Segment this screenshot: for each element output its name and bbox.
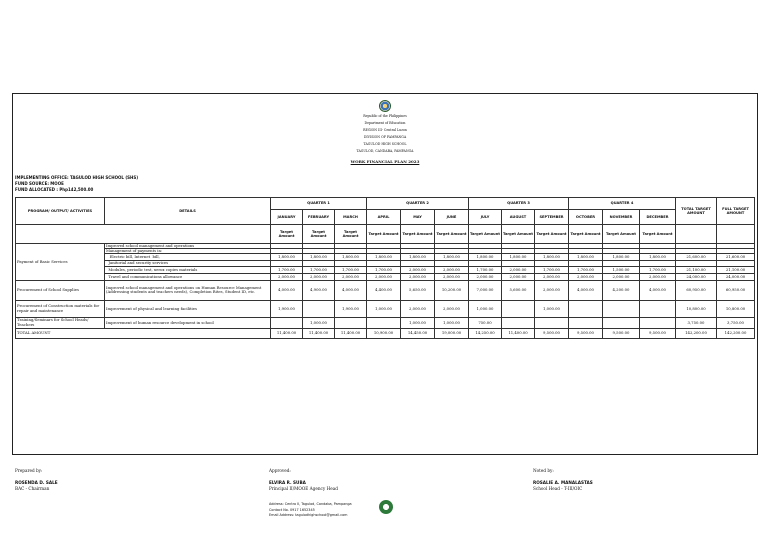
- amount-cell: 1,800.00: [640, 254, 676, 261]
- approved-by-block: [269, 468, 338, 492]
- total-amount-cell: 3,750.00: [676, 317, 717, 328]
- total-amount-cell: 14,450.00: [401, 328, 435, 338]
- total-label: TOTAL AMOUNT: [16, 328, 271, 338]
- total-amount-cell: 10,900.00: [367, 328, 401, 338]
- amount-cell: 1,000.00: [469, 300, 502, 317]
- amount-cell: [640, 300, 676, 317]
- amount-cell: 1,700.00: [335, 266, 367, 273]
- amount-cell: 1,800.00: [535, 254, 569, 261]
- amount-cell: 2,000.00: [502, 266, 535, 273]
- amount-cell: 4,000.00: [569, 280, 603, 300]
- total-amount-cell: 11,400.00: [502, 328, 535, 338]
- details-cell: Modules, periodic test, xerox copies materials: [105, 266, 271, 273]
- amount-cell: 1,000.00: [367, 300, 401, 317]
- month-header: MARCH: [335, 210, 367, 225]
- prepared-by-block: [15, 468, 58, 492]
- amount-cell: 1,800.00: [271, 254, 303, 261]
- program-header: PROGRAM/ OUTPUT/ ACTIVITIES: [16, 198, 105, 225]
- details-cell: Electric bill, Internet bill,: [105, 254, 271, 261]
- program-cell: Training/Seminars for School Heads/ Teachers: [16, 317, 105, 328]
- month-header: JULY: [469, 210, 502, 225]
- amount-cell: [502, 300, 535, 317]
- total-amount-cell: 11,400.00: [303, 328, 335, 338]
- total-row: [16, 328, 755, 338]
- program-cell: Procurement of Construction materials for repair and maintenance: [16, 300, 105, 317]
- details-cell: Travel and communications allowance: [105, 273, 271, 280]
- month-header: AUGUST: [502, 210, 535, 225]
- total-amount-cell: 14,250.00: [469, 328, 502, 338]
- details-cell: Improvement of human resource development in school: [105, 317, 271, 328]
- amount-cell: 1,500.00: [603, 266, 640, 273]
- grand-total-cell: 142,200.00: [676, 328, 717, 338]
- letterhead-line: Republic of the Philippines: [363, 114, 407, 118]
- amount-cell: 4,200.00: [603, 280, 640, 300]
- document-page: [12, 93, 758, 517]
- amount-cell: 2,000.00: [435, 273, 469, 280]
- amount-cell: 2,000.00: [401, 300, 435, 317]
- amount-cell: 1,000.00: [435, 317, 469, 328]
- amount-cell: [569, 317, 603, 328]
- full-amount-cell: 60,950.00: [717, 280, 755, 300]
- amount-cell: 1,800.00: [335, 254, 367, 261]
- month-header: DECEMBER: [640, 210, 676, 225]
- table-row: [16, 317, 755, 328]
- table-row: [16, 280, 755, 300]
- target-amount-label: Target Amount: [367, 225, 401, 244]
- fund-allocated: FUND ALLOCATED : Php142,500.00: [15, 187, 94, 192]
- details-cell: Improved school management and operations on Human Resource Management (Addressing students and teachers needs), Completion Rites, Student ID, etc.: [105, 280, 271, 300]
- month-header: APRIL: [367, 210, 401, 225]
- amount-cell: 1,800.00: [401, 254, 435, 261]
- amount-cell: [367, 317, 401, 328]
- amount-cell: 1,700.00: [303, 266, 335, 273]
- amount-cell: 2,000.00: [435, 266, 469, 273]
- amount-cell: 1,700.00: [469, 266, 502, 273]
- quarter-3-header: QUARTER 3: [469, 198, 569, 210]
- implementing-office: IMPLEMENTING OFFICE: TAGULOD HIGH SCHOOL (SHS): [15, 175, 139, 180]
- amount-cell: 5,650.00: [401, 280, 435, 300]
- target-amount-label: Target Amount: [335, 225, 367, 244]
- total-amount-cell: 11,400.00: [271, 328, 303, 338]
- letterhead-line: REGION III- Central Luzon: [363, 128, 407, 132]
- amount-cell: 2,000.00: [401, 266, 435, 273]
- month-header: JUNE: [435, 210, 469, 225]
- full-amount-cell: 21,600.00: [717, 254, 755, 261]
- quarter-1-header: QUARTER 1: [271, 198, 367, 210]
- amount-cell: 1,700.00: [367, 266, 401, 273]
- amount-cell: 10,200.00: [435, 280, 469, 300]
- total-amount-cell: 60,950.00: [676, 280, 717, 300]
- fund-meta: [15, 175, 138, 193]
- amount-cell: 2,000.00: [271, 273, 303, 280]
- total-amount-cell: 9,500.00: [569, 328, 603, 338]
- month-header: NOVEMBER: [603, 210, 640, 225]
- total-amount-cell: 11,400.00: [335, 328, 367, 338]
- total-amount-cell: 21,100.00: [676, 266, 717, 273]
- target-amount-label: Target Amount: [401, 225, 435, 244]
- amount-cell: [640, 317, 676, 328]
- table-row: [16, 254, 755, 261]
- full-amount-cell: 21,100.00: [717, 266, 755, 273]
- amount-cell: 1,900.00: [271, 300, 303, 317]
- amount-cell: [569, 300, 603, 317]
- amount-cell: 1,800.00: [603, 254, 640, 261]
- amount-cell: 7,000.00: [469, 280, 502, 300]
- target-total-spacer: [676, 225, 717, 244]
- grand-total-cell: 142,200.00: [717, 328, 755, 338]
- details-cell: Improved school management and operations: [105, 244, 271, 249]
- prepared-name: ROSENDA D. SALE: [15, 480, 58, 485]
- fund-source: FUND SOURCE: MOOE: [15, 181, 64, 186]
- amount-cell: 1,800.00: [569, 254, 603, 261]
- amount-cell: 4,900.00: [303, 280, 335, 300]
- amount-cell: 2,000.00: [401, 273, 435, 280]
- letterhead-line: TAGULOD, CANDABA, PAMPANGA: [356, 149, 414, 153]
- amount-cell: 2,000.00: [303, 273, 335, 280]
- prepared-role: BAC - Chairman: [15, 486, 50, 491]
- amount-cell: 1,800.00: [435, 254, 469, 261]
- target-amount-label: Target Amount: [603, 225, 640, 244]
- amount-cell: 4,000.00: [335, 280, 367, 300]
- target-amount-label: Target Amount: [435, 225, 469, 244]
- amount-cell: 2,000.00: [569, 273, 603, 280]
- amount-cell: 5,600.00: [502, 280, 535, 300]
- amount-cell: 4,000.00: [640, 280, 676, 300]
- amount-cell: 1,800.00: [367, 254, 401, 261]
- target-amount-label: Target Amount: [271, 225, 303, 244]
- amount-cell: 2,000.00: [535, 280, 569, 300]
- total-amount-cell: 21,600.00: [676, 254, 717, 261]
- details-cell: Management of payments in:: [105, 249, 271, 254]
- program-cell: Procurement of School Supplies: [16, 280, 105, 300]
- target-amount-label: Target Amount: [469, 225, 502, 244]
- target-row-spacer: [16, 225, 271, 244]
- noted-by-block: [533, 468, 593, 492]
- letterhead-line: Department of Education: [364, 121, 406, 125]
- amount-cell: 1,800.00: [502, 254, 535, 261]
- amount-cell: 2,000.00: [367, 273, 401, 280]
- amount-cell: 1,700.00: [271, 266, 303, 273]
- noted-name: ROSALIE A. MANALASTAS: [533, 480, 593, 485]
- amount-cell: 1,800.00: [303, 254, 335, 261]
- total-target-header: TOTAL TARGET AMOUNT: [676, 198, 717, 225]
- amount-cell: 750.00: [469, 317, 502, 328]
- amount-cell: 4,000.00: [271, 280, 303, 300]
- target-full-spacer: [717, 225, 755, 244]
- amount-cell: 1,700.00: [535, 266, 569, 273]
- target-amount-label: Target Amount: [640, 225, 676, 244]
- school-logo-icon: [379, 500, 393, 514]
- quarter-4-header: QUARTER 4: [569, 198, 676, 210]
- month-header: OCTOBER: [569, 210, 603, 225]
- approved-role: Principal II/MOOE Agency Head: [269, 486, 338, 491]
- amount-cell: 4,400.00: [367, 280, 401, 300]
- amount-cell: 2,000.00: [640, 273, 676, 280]
- deped-seal-icon: [379, 100, 391, 112]
- amount-cell: 1,000.00: [535, 300, 569, 317]
- contact-line: Contact No. 0917 1652345: [269, 507, 315, 512]
- total-amount-cell: 24,000.00: [676, 273, 717, 280]
- amount-cell: 1,700.00: [640, 266, 676, 273]
- table-row: [16, 266, 755, 273]
- total-amount-cell: 9,500.00: [535, 328, 569, 338]
- target-amount-label: Target Amount: [535, 225, 569, 244]
- noted-role: School Head - T-III/OIC: [533, 486, 583, 491]
- plan-title: WORK FINANCIAL PLAN 2023: [350, 159, 420, 164]
- quarter-2-header: QUARTER 2: [367, 198, 469, 210]
- target-amount-label: Target Amount: [569, 225, 603, 244]
- amount-cell: 1,800.00: [469, 254, 502, 261]
- amount-cell: 2,000.00: [603, 273, 640, 280]
- amount-cell: 1,000.00: [401, 317, 435, 328]
- total-amount-cell: 19,000.00: [435, 328, 469, 338]
- amount-cell: [603, 300, 640, 317]
- details-cell: Janitorial and security services: [105, 261, 271, 266]
- total-amount-cell: 10,800.00: [676, 300, 717, 317]
- amount-cell: 1,900.00: [335, 300, 367, 317]
- amount-cell: 2,000.00: [535, 273, 569, 280]
- program-cell: Payment of Basic Services: [16, 244, 105, 281]
- full-amount-cell: 10,800.00: [717, 300, 755, 317]
- month-header: FEBRUARY: [303, 210, 335, 225]
- full-target-header: FULL TARGET AMOUNT: [717, 198, 755, 225]
- amount-cell: 2,000.00: [335, 273, 367, 280]
- approved-name: ELVIRA R. SUBA: [269, 480, 306, 485]
- target-amount-label: Target Amount: [502, 225, 535, 244]
- details-cell: Improvement of physical and learning facilities: [105, 300, 271, 317]
- target-amount-label: Target Amount: [303, 225, 335, 244]
- month-header: JANUARY: [271, 210, 303, 225]
- amount-cell: 1,700.00: [569, 266, 603, 273]
- amount-cell: 2,000.00: [502, 273, 535, 280]
- total-amount-cell: 9,500.00: [640, 328, 676, 338]
- prepared-label: Prepared by:: [15, 468, 43, 473]
- amount-cell: [502, 317, 535, 328]
- amount-cell: [303, 300, 335, 317]
- month-header: SEPTEMBER: [535, 210, 569, 225]
- table-row: [16, 273, 755, 280]
- letterhead: [13, 100, 757, 165]
- amount-cell: [535, 317, 569, 328]
- email-line: Email Address: tagulodhighschool@gmail.com: [269, 513, 348, 517]
- noted-label: Noted by:: [533, 468, 554, 473]
- amount-cell: [271, 317, 303, 328]
- letterhead-line: TAGULOD HIGH SCHOOL: [363, 142, 407, 146]
- total-amount-cell: 9,500.00: [603, 328, 640, 338]
- amount-cell: 2,000.00: [435, 300, 469, 317]
- details-header: DETAILS: [105, 198, 271, 225]
- approved-label: Approved:: [269, 468, 291, 473]
- full-amount-cell: 24,000.00: [717, 273, 755, 280]
- amount-cell: 2,000.00: [469, 273, 502, 280]
- amount-cell: [335, 317, 367, 328]
- full-amount-cell: 3,750.00: [717, 317, 755, 328]
- amount-cell: [603, 317, 640, 328]
- month-header: MAY: [401, 210, 435, 225]
- school-address: [269, 502, 352, 519]
- amount-cell: 1,000.00: [303, 317, 335, 328]
- address-line: Address: Centro II, Tagulod, Candaba, Pampanga: [269, 502, 352, 506]
- work-financial-plan-table: [15, 197, 755, 339]
- letterhead-line: DIVISION OF PAMPANGA: [363, 135, 407, 139]
- table-row: [16, 300, 755, 317]
